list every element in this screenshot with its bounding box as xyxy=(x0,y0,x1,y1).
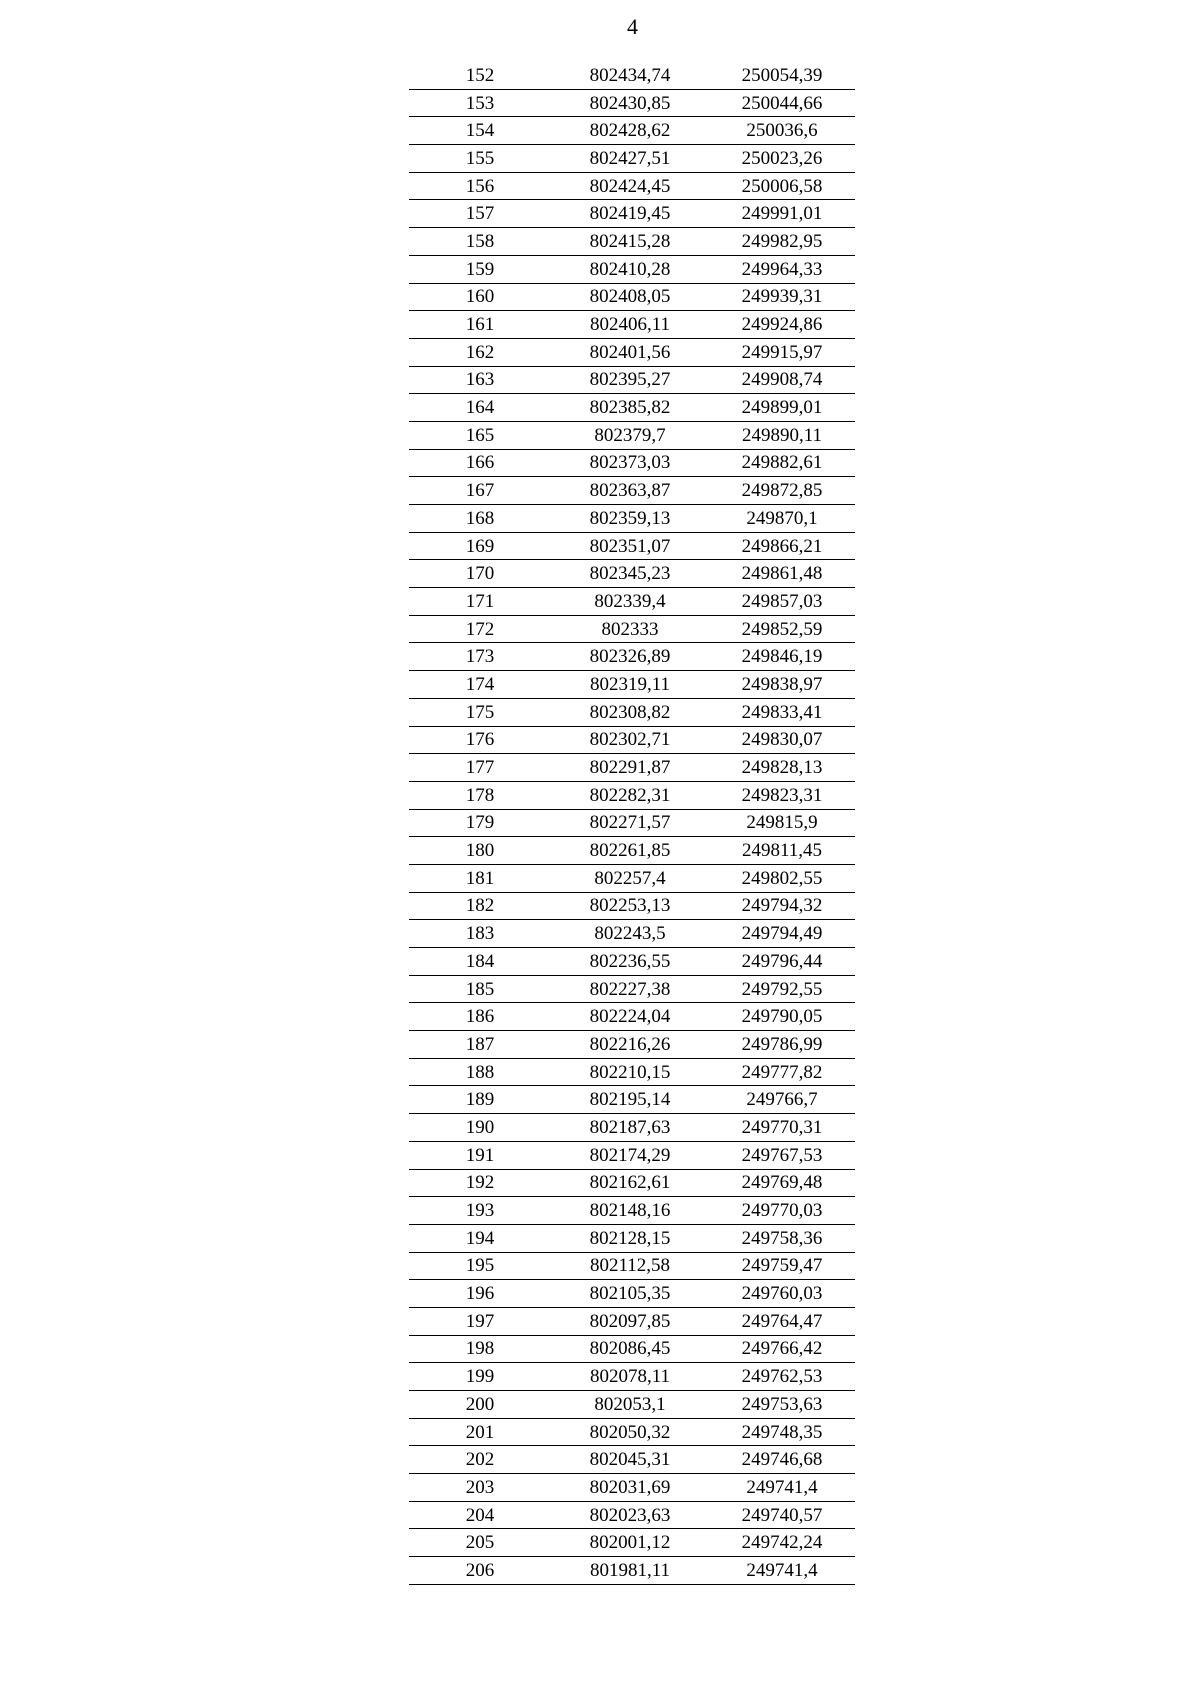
point-number-cell: 193 xyxy=(409,1197,551,1225)
x-coordinate-cell: 802308,82 xyxy=(551,698,709,726)
table-row xyxy=(409,1058,855,1086)
point-number-cell: 198 xyxy=(409,1335,551,1363)
table-row xyxy=(409,1280,855,1308)
point-number-cell: 165 xyxy=(409,421,551,449)
y-coordinate-cell: 249741,4 xyxy=(709,1557,855,1585)
point-number-cell: 177 xyxy=(409,754,551,782)
y-coordinate-cell: 249769,48 xyxy=(709,1169,855,1197)
point-number-cell: 189 xyxy=(409,1086,551,1114)
point-number-cell: 180 xyxy=(409,837,551,865)
y-coordinate-cell: 249794,32 xyxy=(709,892,855,920)
table-row xyxy=(409,588,855,616)
point-number-cell: 200 xyxy=(409,1391,551,1419)
y-coordinate-cell: 249753,63 xyxy=(709,1391,855,1419)
point-number-cell: 197 xyxy=(409,1307,551,1335)
point-number-cell: 163 xyxy=(409,366,551,394)
point-number-cell: 204 xyxy=(409,1501,551,1529)
point-number-cell: 174 xyxy=(409,671,551,699)
table-row xyxy=(409,255,855,283)
point-number-cell: 175 xyxy=(409,698,551,726)
table-row xyxy=(409,532,855,560)
y-coordinate-cell: 249759,47 xyxy=(709,1252,855,1280)
x-coordinate-cell: 802291,87 xyxy=(551,754,709,782)
table-row xyxy=(409,1529,855,1557)
point-number-cell: 196 xyxy=(409,1280,551,1308)
x-coordinate-cell: 802001,12 xyxy=(551,1529,709,1557)
x-coordinate-cell: 802282,31 xyxy=(551,781,709,809)
x-coordinate-cell: 802174,29 xyxy=(551,1141,709,1169)
point-number-cell: 164 xyxy=(409,394,551,422)
y-coordinate-cell: 249964,33 xyxy=(709,255,855,283)
point-number-cell: 161 xyxy=(409,311,551,339)
point-number-cell: 159 xyxy=(409,255,551,283)
point-number-cell: 157 xyxy=(409,200,551,228)
point-number-cell: 203 xyxy=(409,1474,551,1502)
table-row xyxy=(409,283,855,311)
x-coordinate-cell: 802345,23 xyxy=(551,560,709,588)
point-number-cell: 184 xyxy=(409,948,551,976)
point-number-cell: 176 xyxy=(409,726,551,754)
point-number-cell: 162 xyxy=(409,338,551,366)
x-coordinate-cell: 801981,11 xyxy=(551,1557,709,1585)
y-coordinate-cell: 249796,44 xyxy=(709,948,855,976)
table-row xyxy=(409,560,855,588)
y-coordinate-cell: 249758,36 xyxy=(709,1224,855,1252)
y-coordinate-cell: 249823,31 xyxy=(709,781,855,809)
table-row xyxy=(409,1418,855,1446)
table-row xyxy=(409,1557,855,1585)
point-number-cell: 179 xyxy=(409,809,551,837)
x-coordinate-cell: 802339,4 xyxy=(551,588,709,616)
point-number-cell: 205 xyxy=(409,1529,551,1557)
table-row xyxy=(409,920,855,948)
table-row xyxy=(409,145,855,173)
point-number-cell: 188 xyxy=(409,1058,551,1086)
x-coordinate-cell: 802128,15 xyxy=(551,1224,709,1252)
point-number-cell: 182 xyxy=(409,892,551,920)
y-coordinate-cell: 250036,6 xyxy=(709,117,855,145)
x-coordinate-cell: 802333 xyxy=(551,615,709,643)
x-coordinate-cell: 802023,63 xyxy=(551,1501,709,1529)
table-row xyxy=(409,1391,855,1419)
table-row xyxy=(409,1474,855,1502)
point-number-cell: 173 xyxy=(409,643,551,671)
point-number-cell: 190 xyxy=(409,1114,551,1142)
table-row xyxy=(409,477,855,505)
x-coordinate-cell: 802187,63 xyxy=(551,1114,709,1142)
y-coordinate-cell: 249748,35 xyxy=(709,1418,855,1446)
y-coordinate-cell: 249802,55 xyxy=(709,864,855,892)
table-row xyxy=(409,1363,855,1391)
table-row xyxy=(409,754,855,782)
table-row xyxy=(409,117,855,145)
x-coordinate-cell: 802257,4 xyxy=(551,864,709,892)
y-coordinate-cell: 249790,05 xyxy=(709,1003,855,1031)
table-row xyxy=(409,1114,855,1142)
table-row xyxy=(409,172,855,200)
y-coordinate-cell: 249991,01 xyxy=(709,200,855,228)
x-coordinate-cell: 802406,11 xyxy=(551,311,709,339)
table-row xyxy=(409,421,855,449)
x-coordinate-cell: 802227,38 xyxy=(551,975,709,1003)
y-coordinate-cell: 249915,97 xyxy=(709,338,855,366)
x-coordinate-cell: 802302,71 xyxy=(551,726,709,754)
table-row xyxy=(409,1224,855,1252)
x-coordinate-cell: 802195,14 xyxy=(551,1086,709,1114)
y-coordinate-cell: 249740,57 xyxy=(709,1501,855,1529)
y-coordinate-cell: 249760,03 xyxy=(709,1280,855,1308)
y-coordinate-cell: 249924,86 xyxy=(709,311,855,339)
y-coordinate-cell: 249833,41 xyxy=(709,698,855,726)
x-coordinate-cell: 802424,45 xyxy=(551,172,709,200)
y-coordinate-cell: 249766,7 xyxy=(709,1086,855,1114)
point-number-cell: 155 xyxy=(409,145,551,173)
x-coordinate-cell: 802243,5 xyxy=(551,920,709,948)
table-row xyxy=(409,1197,855,1225)
point-number-cell: 195 xyxy=(409,1252,551,1280)
table-row xyxy=(409,809,855,837)
x-coordinate-cell: 802236,55 xyxy=(551,948,709,976)
point-number-cell: 152 xyxy=(409,62,551,89)
point-number-cell: 158 xyxy=(409,228,551,256)
x-coordinate-cell: 802415,28 xyxy=(551,228,709,256)
point-number-cell: 166 xyxy=(409,449,551,477)
y-coordinate-cell: 249838,97 xyxy=(709,671,855,699)
x-coordinate-cell: 802427,51 xyxy=(551,145,709,173)
table-row xyxy=(409,864,855,892)
x-coordinate-cell: 802224,04 xyxy=(551,1003,709,1031)
x-coordinate-cell: 802162,61 xyxy=(551,1169,709,1197)
x-coordinate-cell: 802419,45 xyxy=(551,200,709,228)
point-number-cell: 154 xyxy=(409,117,551,145)
point-number-cell: 172 xyxy=(409,615,551,643)
table-row xyxy=(409,394,855,422)
table-row xyxy=(409,200,855,228)
point-number-cell: 199 xyxy=(409,1363,551,1391)
x-coordinate-cell: 802105,35 xyxy=(551,1280,709,1308)
point-number-cell: 169 xyxy=(409,532,551,560)
x-coordinate-cell: 802045,31 xyxy=(551,1446,709,1474)
y-coordinate-cell: 249890,11 xyxy=(709,421,855,449)
y-coordinate-cell: 250054,39 xyxy=(709,62,855,89)
table-row xyxy=(409,449,855,477)
y-coordinate-cell: 249939,31 xyxy=(709,283,855,311)
x-coordinate-cell: 802385,82 xyxy=(551,394,709,422)
point-number-cell: 168 xyxy=(409,505,551,533)
table-row xyxy=(409,975,855,1003)
table-row xyxy=(409,311,855,339)
y-coordinate-cell: 249852,59 xyxy=(709,615,855,643)
y-coordinate-cell: 250023,26 xyxy=(709,145,855,173)
table-row xyxy=(409,228,855,256)
y-coordinate-cell: 249815,9 xyxy=(709,809,855,837)
table-row xyxy=(409,1031,855,1059)
x-coordinate-cell: 802319,11 xyxy=(551,671,709,699)
point-number-cell: 178 xyxy=(409,781,551,809)
x-coordinate-cell: 802097,85 xyxy=(551,1307,709,1335)
point-number-cell: 185 xyxy=(409,975,551,1003)
table-row xyxy=(409,726,855,754)
y-coordinate-cell: 249767,53 xyxy=(709,1141,855,1169)
table-row xyxy=(409,837,855,865)
y-coordinate-cell: 249828,13 xyxy=(709,754,855,782)
table-row xyxy=(409,892,855,920)
coordinates-table xyxy=(409,62,855,1585)
point-number-cell: 192 xyxy=(409,1169,551,1197)
y-coordinate-cell: 249770,31 xyxy=(709,1114,855,1142)
table-row xyxy=(409,1501,855,1529)
y-coordinate-cell: 250006,58 xyxy=(709,172,855,200)
point-number-cell: 194 xyxy=(409,1224,551,1252)
x-coordinate-cell: 802434,74 xyxy=(551,62,709,89)
table-row xyxy=(409,671,855,699)
y-coordinate-cell: 249870,1 xyxy=(709,505,855,533)
y-coordinate-cell: 249786,99 xyxy=(709,1031,855,1059)
x-coordinate-cell: 802395,27 xyxy=(551,366,709,394)
x-coordinate-cell: 802078,11 xyxy=(551,1363,709,1391)
x-coordinate-cell: 802031,69 xyxy=(551,1474,709,1502)
x-coordinate-cell: 802086,45 xyxy=(551,1335,709,1363)
y-coordinate-cell: 249741,4 xyxy=(709,1474,855,1502)
point-number-cell: 201 xyxy=(409,1418,551,1446)
x-coordinate-cell: 802379,7 xyxy=(551,421,709,449)
y-coordinate-cell: 249982,95 xyxy=(709,228,855,256)
page-number: 4 xyxy=(627,14,638,39)
y-coordinate-cell: 249794,49 xyxy=(709,920,855,948)
point-number-cell: 186 xyxy=(409,1003,551,1031)
x-coordinate-cell: 802410,28 xyxy=(551,255,709,283)
y-coordinate-cell: 249861,48 xyxy=(709,560,855,588)
point-number-cell: 160 xyxy=(409,283,551,311)
x-coordinate-cell: 802401,56 xyxy=(551,338,709,366)
table-row xyxy=(409,948,855,976)
y-coordinate-cell: 249908,74 xyxy=(709,366,855,394)
point-number-cell: 156 xyxy=(409,172,551,200)
point-number-cell: 170 xyxy=(409,560,551,588)
table-row xyxy=(409,781,855,809)
table-row xyxy=(409,1141,855,1169)
x-coordinate-cell: 802408,05 xyxy=(551,283,709,311)
table-row xyxy=(409,1446,855,1474)
y-coordinate-cell: 249792,55 xyxy=(709,975,855,1003)
x-coordinate-cell: 802253,13 xyxy=(551,892,709,920)
y-coordinate-cell: 249770,03 xyxy=(709,1197,855,1225)
table-row xyxy=(409,615,855,643)
point-number-cell: 171 xyxy=(409,588,551,616)
table-row xyxy=(409,1086,855,1114)
y-coordinate-cell: 249811,45 xyxy=(709,837,855,865)
y-coordinate-cell: 249746,68 xyxy=(709,1446,855,1474)
x-coordinate-cell: 802359,13 xyxy=(551,505,709,533)
y-coordinate-cell: 249846,19 xyxy=(709,643,855,671)
x-coordinate-cell: 802112,58 xyxy=(551,1252,709,1280)
table-row xyxy=(409,1252,855,1280)
point-number-cell: 167 xyxy=(409,477,551,505)
x-coordinate-cell: 802430,85 xyxy=(551,89,709,117)
y-coordinate-cell: 250044,66 xyxy=(709,89,855,117)
y-coordinate-cell: 249872,85 xyxy=(709,477,855,505)
x-coordinate-cell: 802216,26 xyxy=(551,1031,709,1059)
x-coordinate-cell: 802351,07 xyxy=(551,532,709,560)
point-number-cell: 191 xyxy=(409,1141,551,1169)
table-row xyxy=(409,1307,855,1335)
coordinates-table-body xyxy=(409,62,855,1584)
table-row xyxy=(409,89,855,117)
x-coordinate-cell: 802261,85 xyxy=(551,837,709,865)
table-row xyxy=(409,1169,855,1197)
x-coordinate-cell: 802428,62 xyxy=(551,117,709,145)
point-number-cell: 206 xyxy=(409,1557,551,1585)
y-coordinate-cell: 249762,53 xyxy=(709,1363,855,1391)
x-coordinate-cell: 802363,87 xyxy=(551,477,709,505)
table-row xyxy=(409,1335,855,1363)
x-coordinate-cell: 802210,15 xyxy=(551,1058,709,1086)
table-row xyxy=(409,505,855,533)
x-coordinate-cell: 802148,16 xyxy=(551,1197,709,1225)
x-coordinate-cell: 802373,03 xyxy=(551,449,709,477)
point-number-cell: 153 xyxy=(409,89,551,117)
table-row xyxy=(409,338,855,366)
x-coordinate-cell: 802050,32 xyxy=(551,1418,709,1446)
point-number-cell: 187 xyxy=(409,1031,551,1059)
table-row xyxy=(409,366,855,394)
y-coordinate-cell: 249857,03 xyxy=(709,588,855,616)
y-coordinate-cell: 249766,42 xyxy=(709,1335,855,1363)
table-row xyxy=(409,698,855,726)
y-coordinate-cell: 249830,07 xyxy=(709,726,855,754)
y-coordinate-cell: 249777,82 xyxy=(709,1058,855,1086)
x-coordinate-cell: 802326,89 xyxy=(551,643,709,671)
x-coordinate-cell: 802271,57 xyxy=(551,809,709,837)
point-number-cell: 181 xyxy=(409,864,551,892)
y-coordinate-cell: 249899,01 xyxy=(709,394,855,422)
y-coordinate-cell: 249866,21 xyxy=(709,532,855,560)
point-number-cell: 183 xyxy=(409,920,551,948)
point-number-cell: 202 xyxy=(409,1446,551,1474)
table-row xyxy=(409,1003,855,1031)
table-row xyxy=(409,643,855,671)
y-coordinate-cell: 249742,24 xyxy=(709,1529,855,1557)
table-row xyxy=(409,62,855,89)
x-coordinate-cell: 802053,1 xyxy=(551,1391,709,1419)
y-coordinate-cell: 249882,61 xyxy=(709,449,855,477)
y-coordinate-cell: 249764,47 xyxy=(709,1307,855,1335)
